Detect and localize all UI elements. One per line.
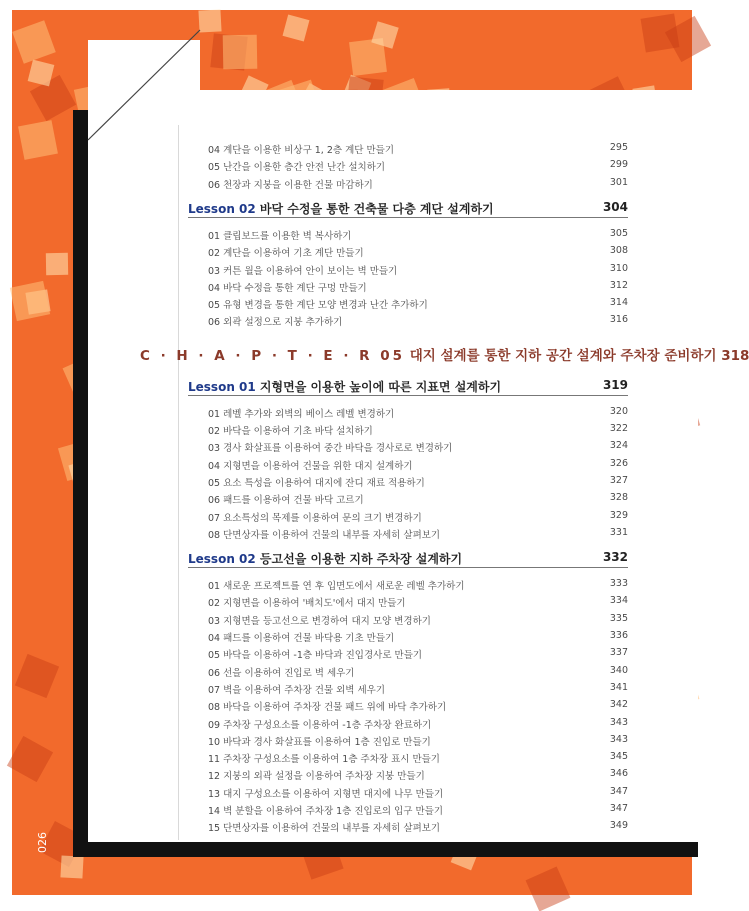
chapter-label: C · H · A · P · T · E · R 05 [140, 347, 406, 364]
toc-item [208, 715, 628, 731]
toc-item-page: 316 [609, 314, 628, 326]
page-number: 026 [36, 832, 49, 853]
lesson-page: 319 [602, 377, 628, 392]
pattern-square [7, 736, 53, 782]
toc-item [208, 456, 628, 472]
pattern-square [12, 20, 56, 64]
toc-margin-rule [178, 125, 179, 840]
toc-item [208, 243, 628, 259]
toc-item-page: 342 [609, 699, 628, 711]
pattern-square [283, 15, 310, 42]
toc-item-title: 04 바닥 수정을 통한 계단 구멍 만들기 [208, 282, 367, 294]
toc-item-page: 336 [609, 630, 628, 641]
toc-item-title: 04 지형면을 이용하여 건물을 위한 대지 설계하기 [208, 460, 413, 472]
toc-item-title: 07 벽을 이용하여 주차장 건물 외벽 세우기 [208, 684, 386, 696]
toc-item-title: 02 계단을 이용하여 기초 계단 만들기 [208, 248, 364, 260]
toc-item [208, 749, 628, 765]
toc-item-title: 05 요소 특성을 이용하여 대지에 잔디 재료 적용하기 [208, 477, 425, 489]
toc-item [208, 175, 628, 191]
toc-item-title: 04 계단을 이용한 비상구 1, 2층 계단 만들기 [208, 145, 394, 156]
toc-item [208, 818, 628, 834]
chapter-page: 318 [721, 347, 749, 364]
toc-item [208, 766, 628, 782]
toc-item [208, 261, 628, 277]
toc-item [208, 697, 628, 713]
toc-item-page: 349 [609, 820, 628, 832]
toc-item [208, 576, 628, 592]
toc-item-page: 320 [609, 405, 628, 417]
toc-item-title: 10 바닥과 경사 화살표를 이용하여 1층 진입로 만들기 [208, 736, 431, 748]
toc-item-title: 09 주차장 구성요소를 이용하여 -1층 주차장 완료하기 [208, 719, 432, 731]
lesson-underline [188, 395, 628, 396]
toc-item-page: 347 [609, 785, 628, 797]
pattern-square [526, 867, 571, 911]
toc-item-page: 324 [609, 440, 628, 452]
toc-item [208, 404, 628, 420]
toc-item-title: 06 천장과 지붕을 이용한 건물 마감하기 [208, 179, 373, 191]
page-fold-corner [70, 40, 200, 140]
toc-item-page: 328 [609, 492, 628, 504]
panel-shadow-left [73, 110, 88, 857]
toc-item-title: 03 지형면을 등고선으로 변경하여 대지 모양 변경하기 [208, 615, 431, 627]
toc-lesson [188, 375, 628, 395]
lesson-underline [188, 217, 628, 218]
toc-item [208, 157, 628, 173]
lesson-label: Lesson 02 [188, 552, 256, 567]
pattern-square [15, 654, 59, 698]
toc-item-title: 06 패드를 이용하여 건물 바닥 고르기 [208, 495, 364, 507]
toc-item-page: 343 [609, 733, 628, 745]
toc-item-title: 01 레벨 추가와 외벽의 베이스 레벨 변경하기 [208, 408, 395, 420]
toc-item-page: 333 [609, 578, 628, 590]
toc-item-page: 346 [609, 768, 628, 780]
pattern-square [223, 35, 258, 70]
toc-item-title: 12 지붕의 외곽 설정을 이용하여 주차장 지붕 만들기 [208, 771, 425, 783]
toc-lesson [188, 547, 628, 567]
toc-item [208, 295, 628, 311]
toc-item-page: 308 [609, 245, 628, 257]
lesson-underline [188, 567, 628, 568]
toc-item-title: 05 난간을 이용한 층간 안전 난간 설치하기 [208, 162, 386, 174]
toc-item [208, 438, 628, 454]
pattern-square [60, 855, 83, 878]
toc-item-title: 05 유형 변경을 통한 계단 모양 변경과 난간 추가하기 [208, 300, 428, 312]
toc-item-page: 337 [609, 647, 628, 659]
toc-item-page: 310 [609, 262, 628, 274]
toc-item-page: 340 [609, 664, 628, 676]
toc-item-title: 15 단면상자를 이용하여 건물의 내부를 자세히 살펴보기 [208, 823, 441, 835]
pattern-square [198, 9, 221, 32]
toc-item [208, 525, 628, 541]
toc-item [208, 801, 628, 817]
toc-item [208, 278, 628, 294]
lesson-label: Lesson 01 [188, 379, 256, 394]
toc-item-title: 14 벽 분할을 이용하여 주차장 1층 진입로의 입구 만들기 [208, 806, 444, 817]
lesson-label: Lesson 02 [188, 201, 256, 216]
toc-item-title: 07 요소특성의 목제를 이용하여 문의 크기 변경하기 [208, 512, 422, 524]
toc-item-page: 322 [609, 423, 628, 434]
lesson-page: 304 [602, 199, 628, 214]
toc-item [208, 140, 628, 156]
toc-item-title: 02 바닥을 이용하여 기초 바닥 설치하기 [208, 426, 373, 437]
toc-item-title: 02 지형면을 이용하여 '배치도'에서 대지 만들기 [208, 598, 406, 610]
toc-item-page: 327 [609, 474, 628, 486]
toc-item-title: 06 선을 이용하여 진입로 벽 세우기 [208, 667, 355, 679]
toc-lesson [188, 197, 628, 217]
toc-item [208, 508, 628, 524]
pattern-square [18, 120, 58, 160]
toc-item-title: 11 주차장 구성요소를 이용하여 1층 주차장 표시 만들기 [208, 754, 440, 766]
toc-item [208, 680, 628, 696]
toc-item-page: 347 [609, 803, 628, 814]
toc-item [208, 473, 628, 489]
toc-item-title: 05 바닥을 이용하여 -1층 바닥과 진입경사로 만들기 [208, 650, 423, 662]
toc-item-page: 305 [609, 227, 628, 239]
lesson-title: 지형면을 이용한 높이에 따른 지표면 설계하기 [259, 379, 502, 394]
toc-item [208, 784, 628, 800]
toc-item-page: 312 [609, 279, 628, 291]
toc-item-page: 326 [609, 457, 628, 469]
toc-item-page: 343 [609, 716, 628, 728]
panel-shadow-bottom [73, 842, 698, 857]
toc-item-page: 301 [609, 176, 628, 188]
toc-item [208, 732, 628, 748]
toc-item [208, 645, 628, 661]
toc-item-page: 345 [609, 751, 628, 763]
toc-item-title: 08 단면상자를 이용하여 건물의 내부를 자세히 살펴보기 [208, 529, 441, 541]
toc-item [208, 593, 628, 609]
lesson-title: 등고선을 이용한 지하 주차장 설계하기 [259, 552, 463, 567]
toc-item-page: 314 [609, 297, 628, 309]
toc-item-title: 08 바닥을 이용하여 주차장 건물 패드 위에 바닥 추가하기 [208, 702, 447, 714]
toc-item [208, 611, 628, 627]
toc-item-title: 03 커튼 월을 이용하여 안이 보이는 벽 만들기 [208, 265, 398, 277]
toc-chapter [140, 344, 749, 366]
toc-item-page: 335 [609, 612, 628, 624]
toc-item-title: 06 외곽 설정으로 지붕 추가하기 [208, 317, 343, 329]
toc-item-page: 331 [609, 526, 628, 538]
toc-item [208, 312, 628, 328]
toc-item-page: 329 [609, 509, 628, 521]
toc-item [208, 490, 628, 506]
toc-item [208, 226, 628, 242]
toc-item-title: 03 경사 화살표를 이용하여 중간 바닥을 경사로로 변경하기 [208, 443, 453, 455]
lesson-page: 332 [602, 550, 628, 565]
toc-item [208, 421, 628, 437]
toc-item-title: 13 대지 구성요소를 이용하여 지형면 대지에 나무 만들기 [208, 788, 444, 800]
chapter-title: 대지 설계를 통한 지하 공간 설계와 주차장 준비하기 [409, 347, 717, 364]
pattern-square [10, 281, 50, 321]
toc-item-page: 334 [609, 595, 628, 607]
toc-item-page: 295 [609, 142, 628, 153]
pattern-square [46, 253, 68, 275]
toc-item-title: 01 클립보드를 이용한 벽 복사하기 [208, 230, 352, 242]
lesson-title: 바닥 수정을 통한 건축물 다층 계단 설계하기 [259, 201, 494, 216]
toc-item-page: 341 [609, 681, 628, 693]
toc-item-title: 01 새로운 프로젝트를 연 후 입면도에서 새로운 레벨 추가하기 [208, 581, 465, 593]
toc-item-title: 04 패드를 이용하여 건물 바닥용 기초 만들기 [208, 633, 395, 644]
toc-item [208, 663, 628, 679]
toc-item [208, 628, 628, 644]
toc-item-page: 299 [609, 159, 628, 171]
